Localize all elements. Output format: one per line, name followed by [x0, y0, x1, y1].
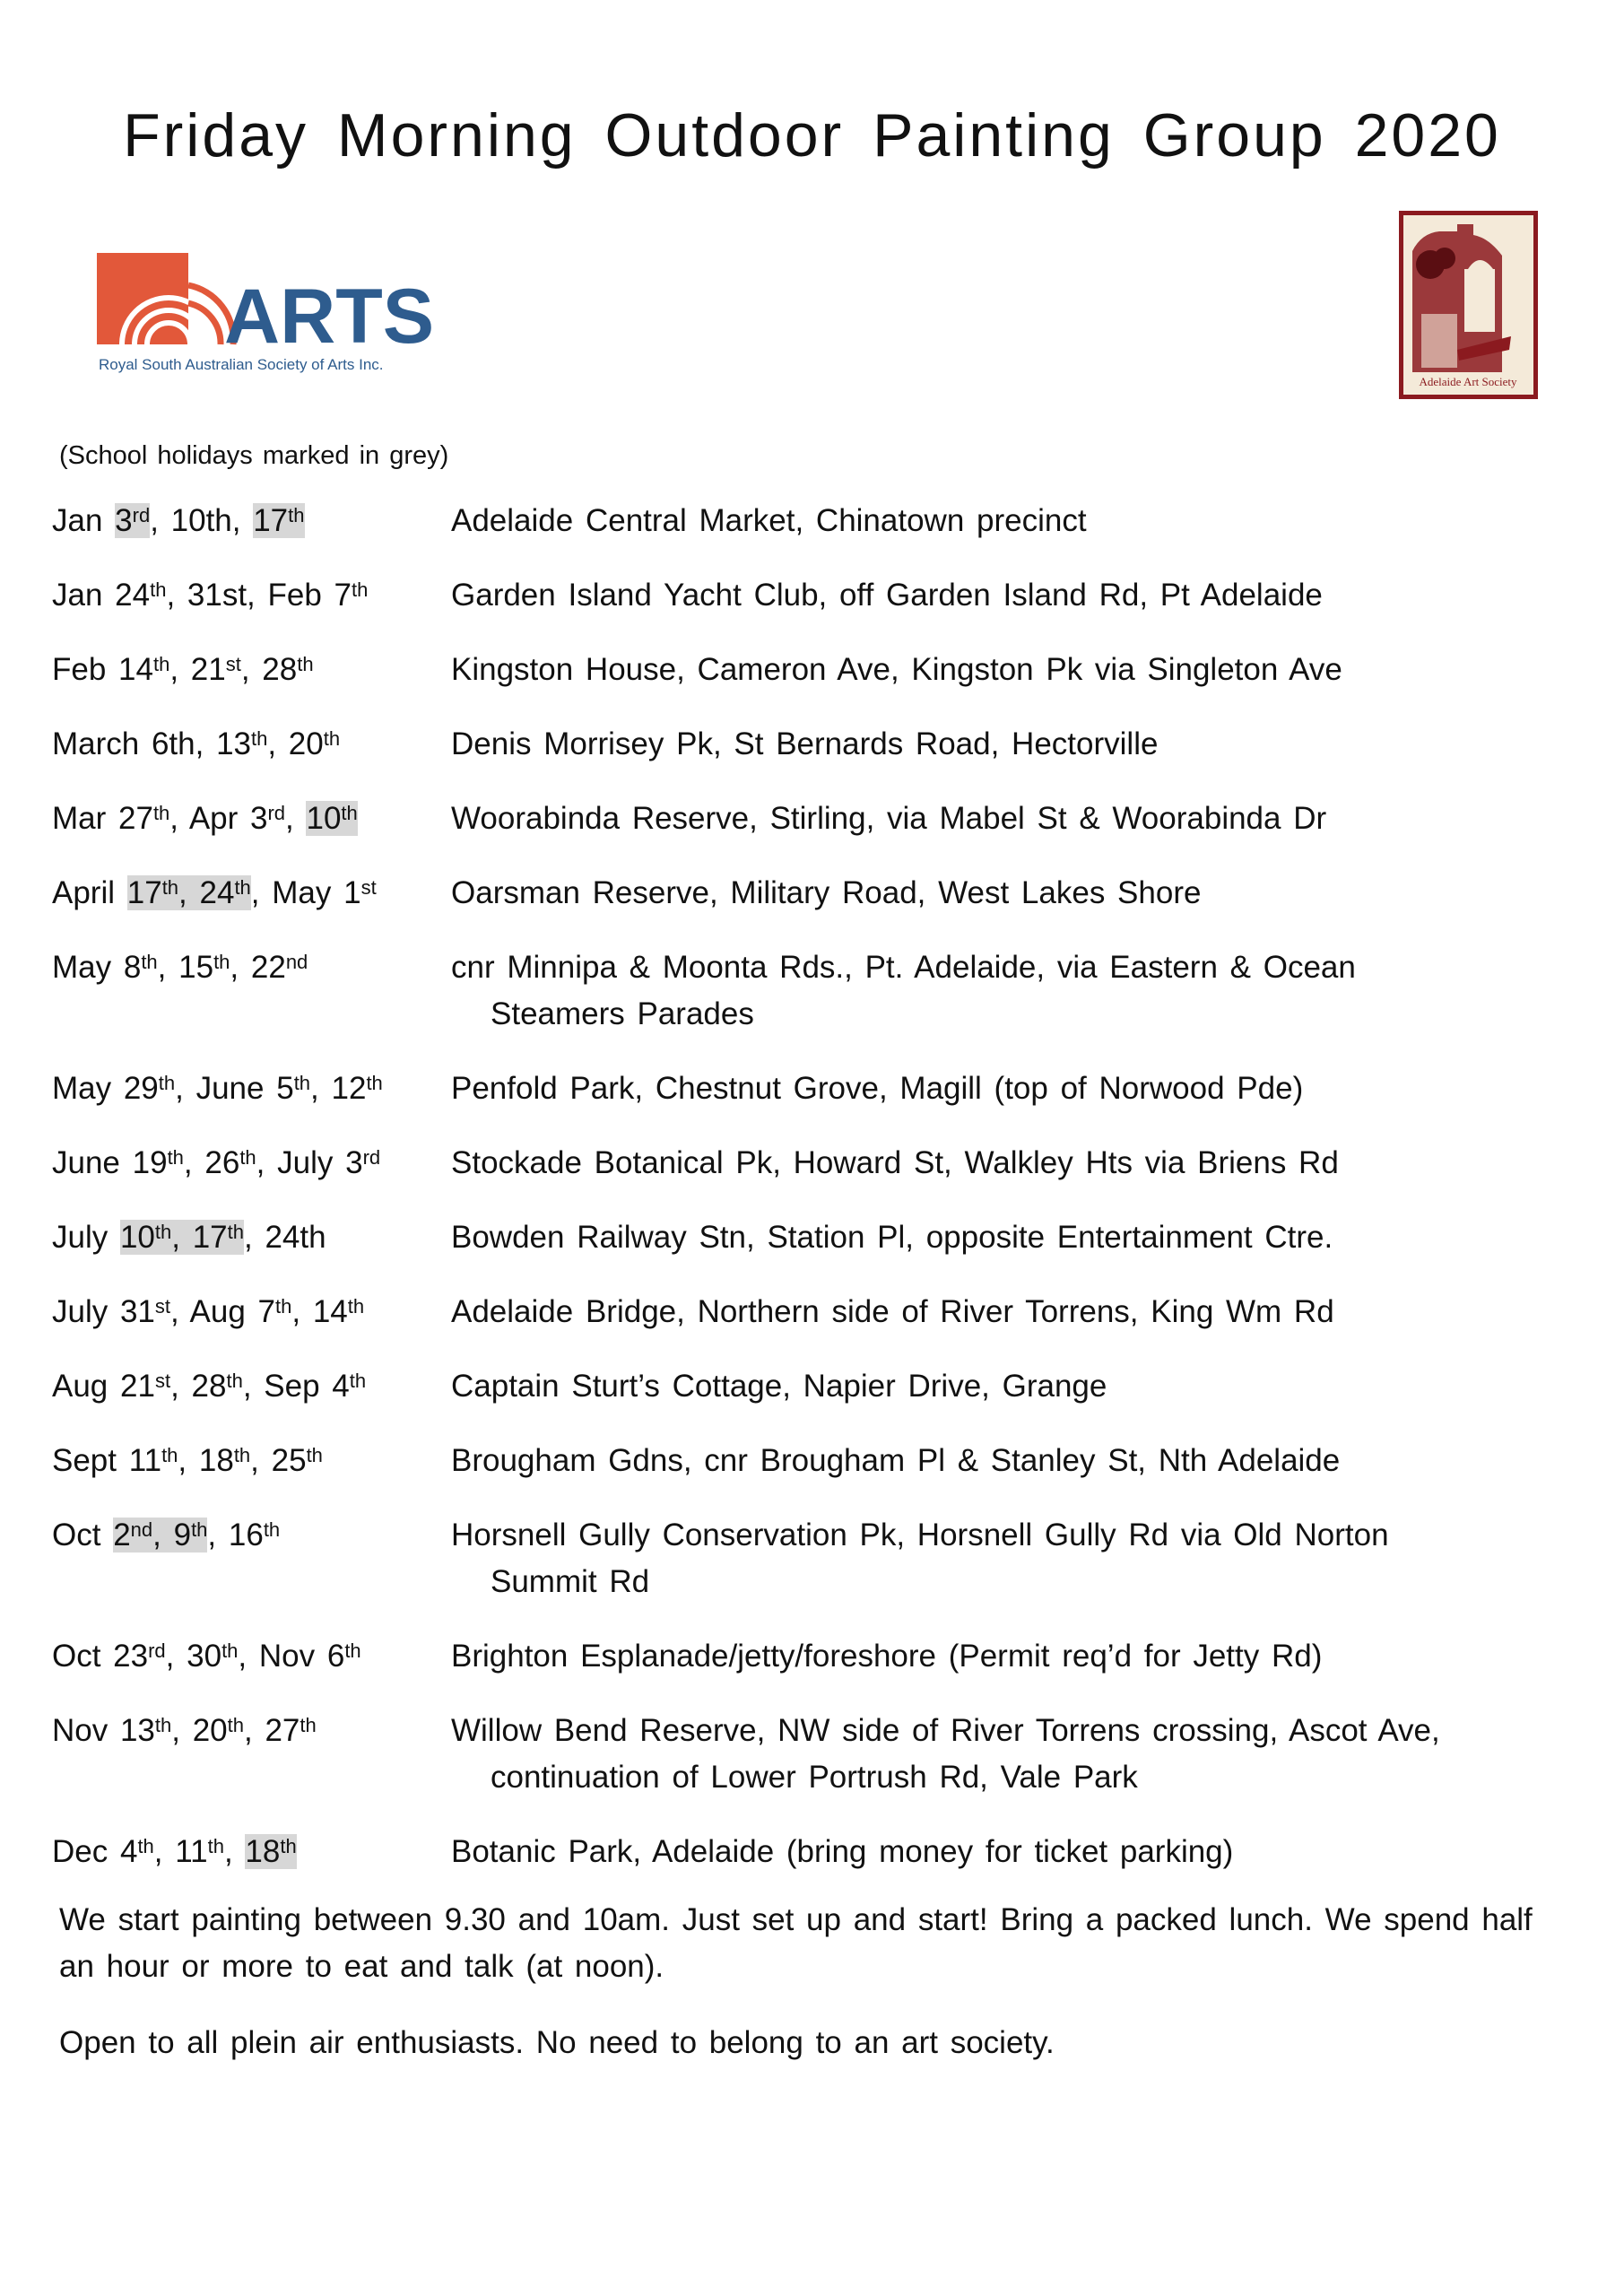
location-line: Kingston House, Cameron Ave, Kingston Pk via Singleton Ave — [451, 652, 1342, 687]
date-segment — [171, 1713, 244, 1748]
date-ordinal-suffix: th — [347, 1295, 365, 1318]
location-line: Woorabinda Reserve, Stirling, via Mabel St & Woorabinda Dr — [451, 801, 1327, 836]
date-segment — [120, 1220, 171, 1255]
date-ordinal-suffix: th — [141, 951, 158, 973]
start-time-paragraph: We start painting between 9.30 and 10am. Just set up and start! Bring a packed lunch. We spend half an hour or more to eat and talk (at noon). — [59, 1902, 1533, 1984]
date-ordinal-suffix: st — [225, 653, 241, 675]
date-text: Aug 21 — [52, 1369, 155, 1404]
date-ordinal-suffix: th — [275, 1295, 292, 1318]
location-line-continued: Summit Rd — [491, 1564, 650, 1599]
date-ordinal-suffix: th — [154, 1714, 172, 1736]
date-segment — [166, 1639, 239, 1674]
location-line-continued: continuation of Lower Portrush Rd, Vale Park — [491, 1760, 1138, 1795]
schedule-dates — [52, 721, 451, 768]
schedule-dates — [52, 1065, 451, 1112]
location-line: Horsnell Gully Conservation Pk, Horsnell Gully Rd via Old Norton — [451, 1518, 1389, 1552]
date-segment — [306, 801, 357, 836]
date-text: , 27 — [244, 1713, 300, 1748]
date-ordinal-suffix: th — [191, 1518, 208, 1541]
date-segment — [169, 801, 285, 836]
date-segment — [52, 1443, 178, 1478]
arts-logo-subtitle: Royal South Australian Society of Arts Inc. — [99, 356, 384, 373]
date-segment — [267, 726, 340, 761]
date-text: Mar 27 — [52, 801, 153, 836]
date-text: 3 — [115, 503, 133, 538]
date-text: , — [171, 1220, 193, 1255]
date-text: , 31st, Feb 7 — [166, 578, 352, 613]
date-text: , 14 — [291, 1294, 348, 1329]
date-segment — [52, 1294, 170, 1329]
schedule-dates — [52, 944, 451, 1038]
schedule-dates — [52, 1512, 451, 1605]
location-line: Brougham Gdns, cnr Brougham Pl & Stanley St, Nth Adelaide — [451, 1443, 1341, 1478]
date-segment — [178, 1443, 250, 1478]
date-segment — [169, 652, 241, 687]
schedule-dates — [52, 1438, 451, 1484]
date-segment — [230, 950, 308, 985]
date-ordinal-suffix: st — [154, 1295, 171, 1318]
location-line: Garden Island Yacht Club, off Garden Island Rd, Pt Adelaide — [451, 578, 1323, 613]
schedule-row — [52, 796, 1594, 842]
date-text: 10 — [306, 801, 342, 836]
date-ordinal-suffix: rd — [267, 802, 286, 824]
date-text: 17 — [192, 1220, 228, 1255]
date-text: May 8 — [52, 950, 142, 985]
date-text: , 11 — [153, 1834, 208, 1869]
date-text: May 29 — [52, 1071, 159, 1106]
location-line: Captain Sturt’s Cottage, Napier Drive, Grange — [451, 1369, 1107, 1404]
date-ordinal-suffix: st — [360, 876, 377, 899]
date-text: Jan 24 — [52, 578, 151, 613]
date-text: 24 — [199, 875, 235, 910]
date-segment — [52, 1220, 120, 1255]
date-segment — [154, 1834, 224, 1869]
date-text: March 6th, 13 — [52, 726, 251, 761]
date-segment — [184, 1145, 256, 1180]
location-line: cnr Minnipa & Moonta Rds., Pt. Adelaide, via Eastern & Ocean — [451, 950, 1356, 985]
date-text: , Sep 4 — [242, 1369, 350, 1404]
date-segment — [171, 1220, 192, 1255]
date-ordinal-suffix: rd — [132, 504, 151, 526]
date-ordinal-suffix: rd — [362, 1146, 381, 1169]
date-segment — [52, 1713, 171, 1748]
date-ordinal-suffix: th — [150, 578, 167, 601]
location-line: Oarsman Reserve, Military Road, West Lakes Shore — [451, 875, 1202, 910]
schedule-location — [451, 1065, 1594, 1112]
location-line: Adelaide Central Market, Chinatown precinct — [451, 503, 1087, 538]
date-text: 18 — [245, 1834, 281, 1869]
date-text: , — [285, 801, 307, 836]
schedule-row — [52, 647, 1594, 693]
schedule-row — [52, 1708, 1594, 1801]
date-text: , 16 — [207, 1518, 264, 1552]
date-ordinal-suffix: nd — [130, 1518, 153, 1541]
date-segment — [166, 578, 368, 613]
date-ordinal-suffix: th — [352, 578, 369, 601]
date-text: , 28 — [170, 1369, 227, 1404]
date-ordinal-suffix: th — [323, 727, 341, 750]
date-text: , 18 — [178, 1443, 234, 1478]
date-ordinal-suffix: th — [227, 1714, 245, 1736]
date-ordinal-suffix: th — [227, 1221, 245, 1243]
date-ordinal-suffix: th — [221, 1639, 239, 1662]
date-text: , 10th, — [150, 503, 254, 538]
date-text: Oct — [52, 1518, 114, 1552]
date-text: , Nov 6 — [238, 1639, 345, 1674]
date-text: Oct 23 — [52, 1639, 149, 1674]
aas-logo-name: Adelaide Art Society — [1419, 375, 1517, 388]
date-ordinal-suffix: th — [300, 1714, 317, 1736]
date-text: , 15 — [157, 950, 214, 985]
date-segment — [150, 503, 253, 538]
arts-logo-wordmark: ARTS — [224, 274, 435, 360]
schedule-dates — [52, 1363, 451, 1410]
schedule-location — [451, 647, 1594, 693]
date-ordinal-suffix: th — [297, 653, 314, 675]
schedule-dates — [52, 1289, 451, 1335]
date-ordinal-suffix: th — [341, 802, 358, 824]
date-ordinal-suffix: th — [366, 1072, 383, 1094]
date-text: 2 — [113, 1518, 131, 1552]
date-ordinal-suffix: th — [349, 1370, 367, 1392]
date-segment — [52, 950, 158, 985]
date-segment — [52, 1518, 113, 1552]
date-text: , — [223, 1834, 246, 1869]
schedule-dates — [52, 1708, 451, 1801]
date-segment — [285, 801, 306, 836]
date-text: , — [178, 875, 200, 910]
date-text: , Apr 3 — [169, 801, 268, 836]
date-segment — [52, 652, 169, 687]
date-text: , May 1 — [250, 875, 361, 910]
schedule-location — [451, 498, 1594, 544]
date-text: , 30 — [165, 1639, 222, 1674]
date-ordinal-suffix: th — [226, 1370, 243, 1392]
date-text: July — [52, 1220, 120, 1255]
date-ordinal-suffix: rd — [148, 1639, 166, 1662]
date-text: , 26 — [183, 1145, 240, 1180]
adelaide-art-society-logo — [1399, 211, 1538, 399]
date-ordinal-suffix: th — [251, 727, 268, 750]
date-text: 10 — [119, 1220, 155, 1255]
schedule-dates — [52, 572, 451, 619]
date-ordinal-suffix: th — [280, 1835, 297, 1857]
date-segment — [52, 1145, 184, 1180]
date-segment — [115, 503, 150, 538]
location-line: Penfold Park, Chestnut Grove, Magill (top of Norwood Pde) — [451, 1071, 1304, 1106]
date-ordinal-suffix: th — [233, 1444, 251, 1466]
date-segment — [251, 875, 377, 910]
date-text: April — [52, 875, 127, 910]
date-text: 17 — [126, 875, 162, 910]
date-ordinal-suffix: th — [158, 1072, 176, 1094]
date-segment — [52, 1369, 170, 1404]
schedule-row — [52, 498, 1594, 544]
date-segment — [244, 1220, 326, 1255]
date-segment — [193, 1220, 244, 1255]
date-segment — [178, 875, 199, 910]
date-ordinal-suffix: th — [306, 1444, 323, 1466]
schedule-row — [52, 1829, 1594, 1875]
schedule-location — [451, 1140, 1594, 1187]
date-segment — [243, 1369, 366, 1404]
date-text: Dec 4 — [52, 1834, 138, 1869]
date-segment — [52, 1639, 166, 1674]
date-ordinal-suffix: th — [239, 1146, 256, 1169]
date-segment — [158, 950, 230, 985]
date-text: , Aug 7 — [170, 1294, 276, 1329]
date-text: , — [152, 1518, 174, 1552]
date-ordinal-suffix: st — [154, 1370, 171, 1392]
date-segment — [52, 726, 267, 761]
date-ordinal-suffix: th — [152, 653, 170, 675]
date-segment — [52, 1834, 154, 1869]
date-ordinal-suffix: th — [161, 1444, 178, 1466]
date-text: , 20 — [171, 1713, 228, 1748]
schedule-location — [451, 1708, 1594, 1801]
date-segment — [250, 1443, 323, 1478]
date-ordinal-suffix: th — [154, 1221, 172, 1243]
location-line: Botanic Park, Adelaide (bring money for ticket parking) — [451, 1834, 1234, 1869]
date-text: , 25 — [250, 1443, 307, 1478]
date-text: , 21 — [169, 652, 226, 687]
date-segment — [200, 875, 251, 910]
schedule-row — [52, 944, 1594, 1038]
schedule-dates — [52, 1633, 451, 1680]
date-segment — [245, 1834, 296, 1869]
date-segment — [52, 503, 115, 538]
schedule-row — [52, 1438, 1594, 1484]
page-title: Friday Morning Outdoor Painting Group 2020 — [123, 101, 1501, 170]
date-segment — [175, 1071, 310, 1106]
schedule-dates — [52, 647, 451, 693]
date-segment — [253, 503, 304, 538]
date-segment — [152, 1518, 173, 1552]
date-segment — [52, 1071, 175, 1106]
location-line: Denis Morrisey Pk, St Bernards Road, Hectorville — [451, 726, 1159, 761]
date-segment — [207, 1518, 280, 1552]
location-line: Adelaide Bridge, Northern side of River Torrens, King Wm Rd — [451, 1294, 1334, 1329]
arts-logo — [97, 253, 438, 378]
date-text: , 12 — [310, 1071, 367, 1106]
date-text: 9 — [173, 1518, 192, 1552]
date-text: July 31 — [52, 1294, 155, 1329]
schedule-row — [52, 870, 1594, 917]
date-text: , June 5 — [175, 1071, 294, 1106]
schedule-location — [451, 796, 1594, 842]
date-segment — [310, 1071, 383, 1106]
location-line: Bowden Railway Stn, Station Pl, opposite Entertainment Ctre. — [451, 1220, 1333, 1255]
schedule-dates — [52, 1829, 451, 1875]
date-ordinal-suffix: th — [152, 802, 170, 824]
date-ordinal-suffix: nd — [285, 951, 308, 973]
schedule-row — [52, 1214, 1594, 1261]
date-segment — [52, 875, 127, 910]
schedule-location — [451, 1829, 1594, 1875]
date-text: Nov 13 — [52, 1713, 155, 1748]
schedule-row — [52, 721, 1594, 768]
date-segment — [241, 652, 314, 687]
schedule-location — [451, 1512, 1594, 1605]
date-ordinal-suffix: th — [161, 876, 179, 899]
schedule-dates — [52, 796, 451, 842]
date-text: Sept 11 — [52, 1443, 162, 1478]
date-text: 17 — [253, 503, 289, 538]
date-segment — [170, 1294, 291, 1329]
school-holidays-note: (School holidays marked in grey) — [59, 441, 449, 470]
date-text: June 19 — [52, 1145, 168, 1180]
schedule-row — [52, 1140, 1594, 1187]
schedule-location — [451, 721, 1594, 768]
schedule-location — [451, 1289, 1594, 1335]
schedule-location — [451, 1214, 1594, 1261]
date-segment — [244, 1713, 317, 1748]
schedule-location — [451, 870, 1594, 917]
location-line-continued: Steamers Parades — [491, 996, 754, 1031]
schedule-row — [52, 1363, 1594, 1410]
open-to-all-paragraph: Open to all plein air enthusiasts. No need to belong to an art society. — [59, 2025, 1055, 2060]
schedule-row — [52, 1633, 1594, 1680]
date-segment — [52, 578, 166, 613]
schedule-location — [451, 1363, 1594, 1410]
date-ordinal-suffix: th — [207, 1835, 224, 1857]
date-ordinal-suffix: th — [167, 1146, 184, 1169]
date-segment — [291, 1294, 364, 1329]
schedule-row — [52, 1065, 1594, 1112]
schedule-location — [451, 944, 1594, 1038]
date-ordinal-suffix: th — [263, 1518, 281, 1541]
schedule-list — [52, 498, 1594, 1903]
schedule-location — [451, 572, 1594, 619]
date-text: Feb 14 — [52, 652, 153, 687]
schedule-location — [451, 1633, 1594, 1680]
date-ordinal-suffix: th — [293, 1072, 311, 1094]
date-ordinal-suffix: th — [213, 951, 230, 973]
schedule-dates — [52, 498, 451, 544]
date-ordinal-suffix: th — [288, 504, 305, 526]
date-segment — [170, 1369, 243, 1404]
date-text: , 28 — [240, 652, 298, 687]
location-line: Stockade Botanical Pk, Howard St, Walkley Hts via Briens Rd — [451, 1145, 1339, 1180]
date-segment — [113, 1518, 152, 1552]
schedule-dates — [52, 1140, 451, 1187]
date-ordinal-suffix: th — [137, 1835, 154, 1857]
date-segment — [238, 1639, 360, 1674]
schedule-dates — [52, 1214, 451, 1261]
location-line: Willow Bend Reserve, NW side of River Torrens crossing, Ascot Ave, — [451, 1713, 1440, 1748]
date-segment — [256, 1145, 380, 1180]
date-text: , 24th — [244, 1220, 326, 1255]
schedule-row — [52, 1512, 1594, 1605]
date-segment — [127, 875, 178, 910]
schedule-row — [52, 572, 1594, 619]
schedule-location — [451, 1438, 1594, 1484]
date-segment — [52, 801, 169, 836]
location-line: Brighton Esplanade/jetty/foreshore (Permit req’d for Jetty Rd) — [451, 1639, 1323, 1674]
date-segment — [174, 1518, 208, 1552]
date-text: , 20 — [267, 726, 324, 761]
date-ordinal-suffix: th — [234, 876, 251, 899]
schedule-dates — [52, 870, 451, 917]
date-segment — [224, 1834, 245, 1869]
date-text: , July 3 — [256, 1145, 363, 1180]
date-text: Jan — [52, 503, 116, 538]
date-ordinal-suffix: th — [344, 1639, 361, 1662]
date-text: , 22 — [230, 950, 286, 985]
schedule-row — [52, 1289, 1594, 1335]
